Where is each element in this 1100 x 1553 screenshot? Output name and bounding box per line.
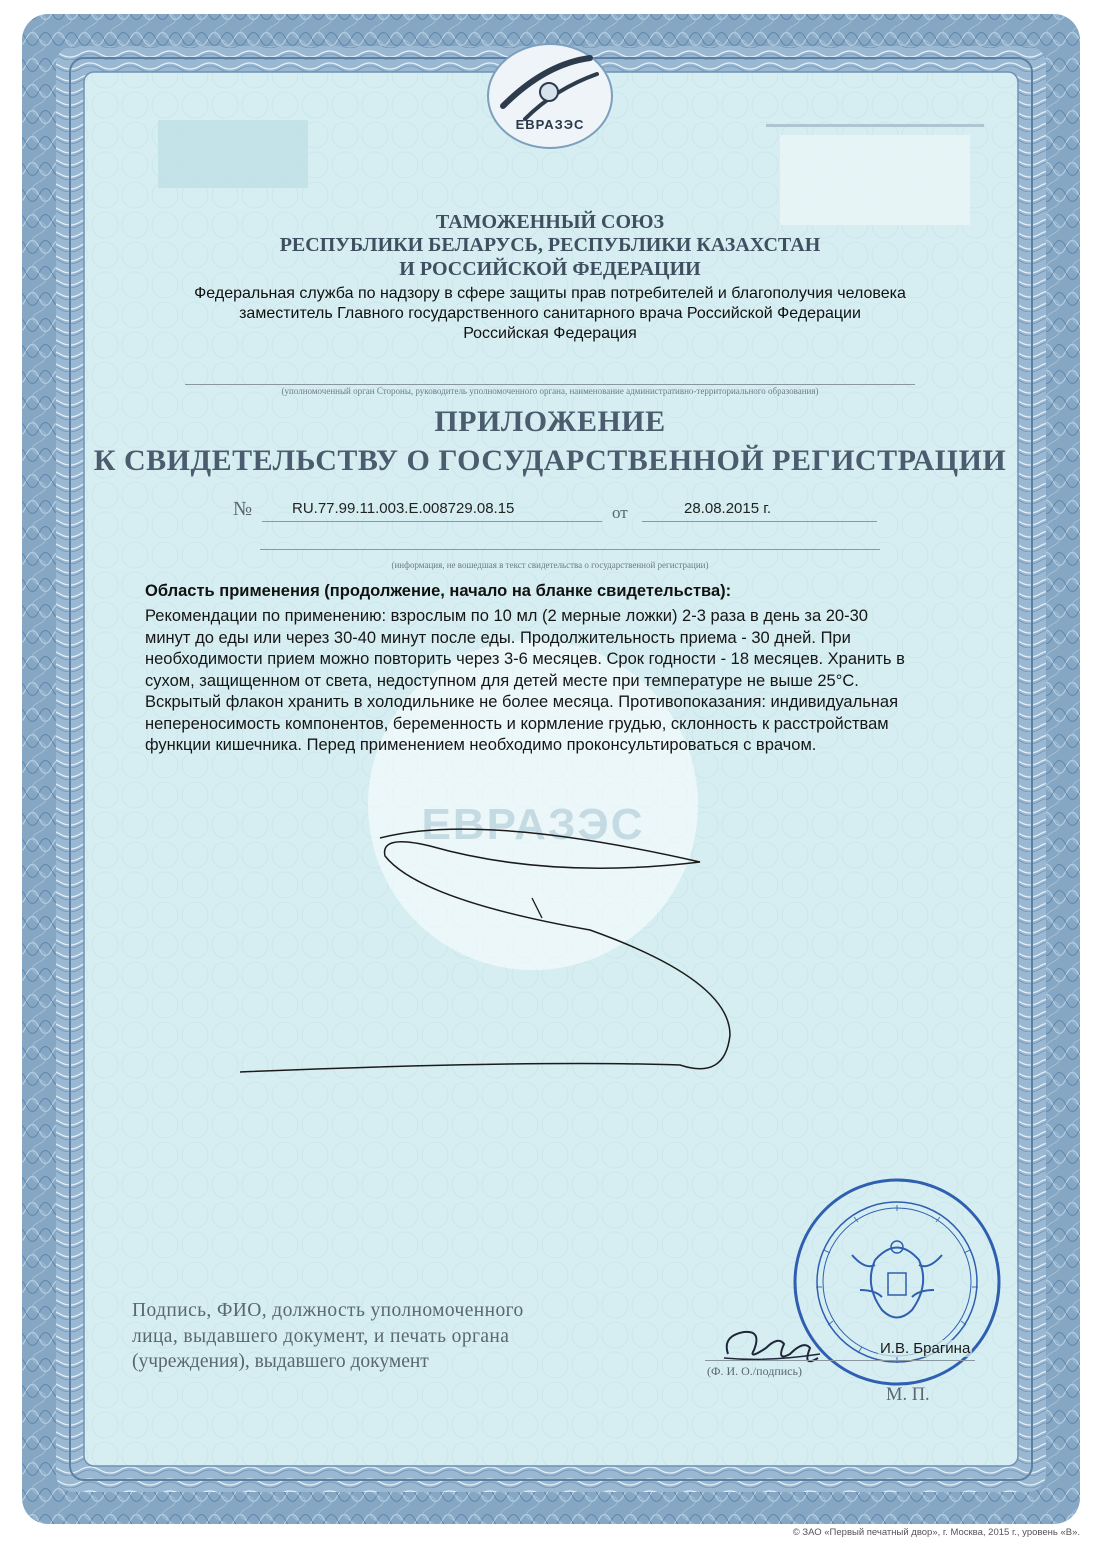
content-line: сухом, защищенном от света, недоступном для детей месте при температуре не выше 25°С. (145, 671, 859, 690)
date-label: от (612, 503, 628, 522)
content-line: Рекомендации по применению: взрослым по 10 мл (2 мерные ложки) 2-3 раза в день за 20-30 (145, 607, 868, 625)
signature-caption-line-2: лица, выдавшего документ, и печать органа (132, 1326, 510, 1347)
info-underline (260, 549, 880, 550)
authority-line-2: заместитель Главного государственного санитарного врача Российской Федерации (239, 305, 861, 322)
content-line: Вскрытый флакон хранить в холодильнике не более месяца. Противопоказания: индивидуальная (145, 693, 899, 711)
content-body (145, 606, 1025, 757)
annex-title-line-1: ПРИЛОЖЕНИЕ (434, 405, 666, 438)
authority-caption: (уполномоченный орган Стороны, руководитель уполномоченного органа, наименование административно-территориального образования) (281, 386, 819, 396)
number-label: № (233, 498, 253, 520)
content-line: непереносимость компонентов, беременность и кормление грудью, склонность к расстройствам (145, 714, 889, 733)
authority-line-1: Федеральная служба по надзору в сфере защиты прав потребителей и благополучия человека (194, 285, 906, 302)
content-line: минут до еды или через 30-40 минут после еды. Продолжительность приема - 30 дней. При (145, 628, 851, 647)
content-line: необходимости прием можно повторить через 3-6 месяцев. Срок годности - 18 месяцев. Хранить в (145, 650, 905, 668)
annex-title-line-2: К СВИДЕТЕЛЬСТВУ О ГОСУДАРСТВЕННОЙ РЕГИСТРАЦИИ (93, 444, 1007, 477)
watermark-text: ЕВРАЗЭС (421, 800, 645, 849)
date-field (642, 500, 877, 522)
printer-footer: © ЗАО «Первый печатный двор», г. Москва, 2015 г., уровень «В». (792, 1527, 1080, 1538)
signature-caption-line-1: Подпись, ФИО, должность уполномоченного (132, 1300, 524, 1321)
signer-caption: (Ф. И. О./подпись) (707, 1364, 802, 1378)
header-line-3: И РОССИЙСКОЙ ФЕДЕРАЦИИ (399, 258, 701, 280)
signer-underline (705, 1360, 975, 1361)
content-heading: Область применения (продолжение, начало на бланке свидетельства): (145, 582, 732, 600)
number-field (262, 500, 602, 522)
signer-name: И.В. Брагина (880, 1340, 971, 1357)
content-line: функции кишечника. Перед применением необходимо проконсультироваться с врачом. (145, 736, 817, 754)
stamp-place: М. П. (886, 1385, 930, 1405)
authority-underline (185, 384, 915, 385)
registration-number: RU.77.99.11.003.E.008729.08.15 (292, 500, 515, 517)
header-line-2: РЕСПУБЛИКИ БЕЛАРУСЬ, РЕСПУБЛИКИ КАЗАХСТАН (279, 234, 821, 256)
registration-caption: (информация, не вошедшая в текст свидетельства о государственной регистрации) (391, 560, 709, 570)
signature-caption-line-3: (учреждения), выдавшего документ (132, 1351, 429, 1372)
eurasec-emblem (485, 34, 615, 149)
header-line-1: ТАМОЖЕННЫЙ СОЮЗ (435, 211, 665, 233)
z-strike-mark (230, 820, 790, 1090)
emblem-text: ЕВРАЗЭС (515, 117, 585, 132)
authority-line-3: Российская Федерация (463, 325, 637, 342)
registration-date: 28.08.2015 г. (684, 500, 772, 517)
